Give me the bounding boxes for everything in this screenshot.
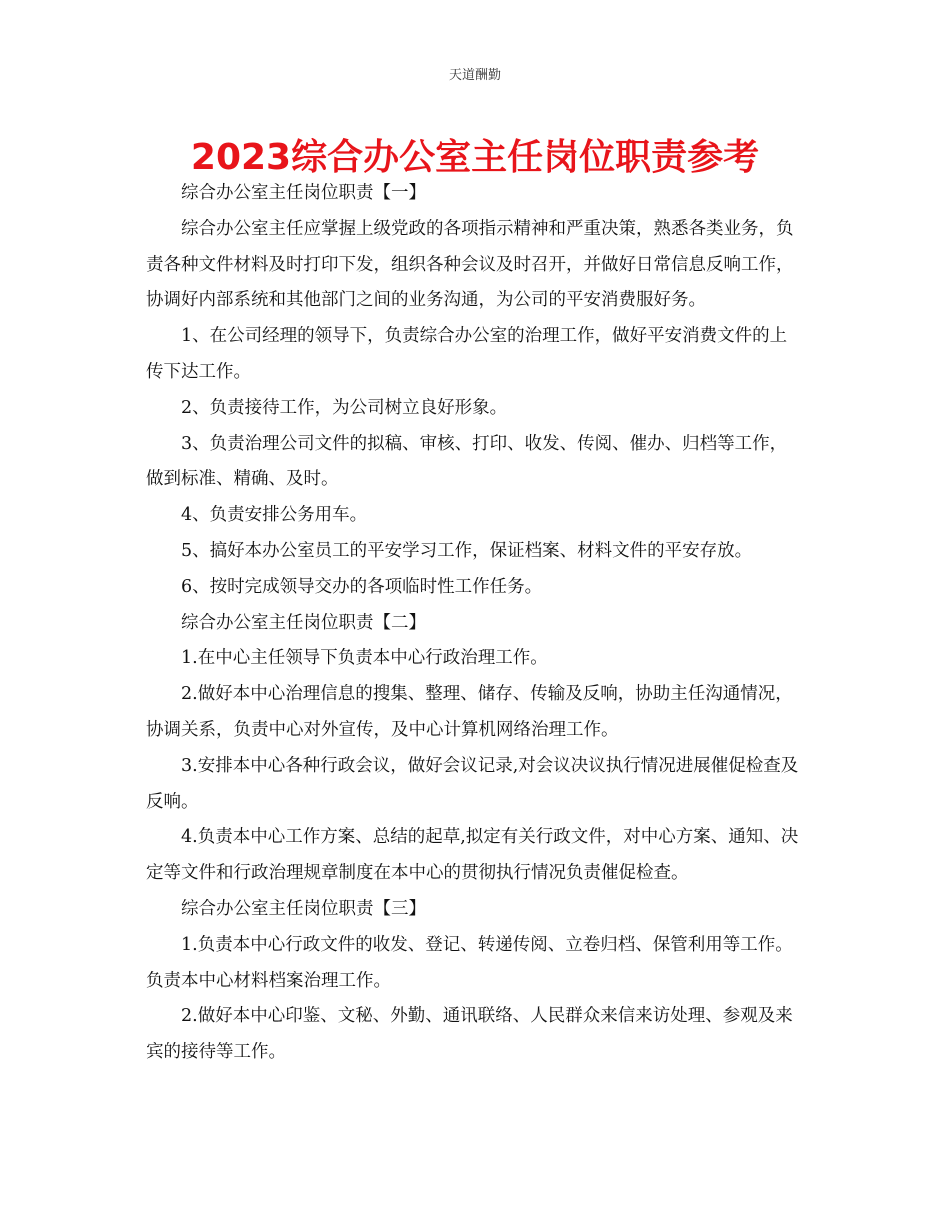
paragraph: 2.做好本中心印鉴、文秘、外勤、通讯联络、人民群众来信来访处理、参观及来宾的接待等工作。	[146, 1006, 793, 1063]
paragraph: 4、负责安排公务用车。	[181, 505, 368, 526]
paragraph: 6、按时完成领导交办的各项临时性工作任务。	[181, 576, 543, 597]
paragraph: 1、在公司经理的领导下，负责综合办公室的治理工作，做好平安消费文件的上传下达工作。	[146, 326, 788, 382]
section-heading-2: 综合办公室主任岗位职责【二】	[181, 612, 426, 633]
paragraph: 2、负责接待工作，为公司树立良好形象。	[181, 397, 508, 418]
document-title: 2023综合办公室主任岗位职责参考	[190, 137, 760, 178]
paragraph: 3.安排本中心各种行政会议，做好会议记录,对会议决议执行情况进展催促检查及反响。	[146, 755, 799, 812]
section-heading-1: 综合办公室主任岗位职责【一】	[181, 183, 426, 203]
page-header: 天道酬勤	[448, 68, 501, 83]
paragraph: 1.负责本中心行政文件的收发、登记、转递传阅、立卷归档、保管利用等工作。负责本中心材料档案治理工作。	[146, 934, 793, 991]
paragraph-intro: 综合办公室主任应掌握上级党政的各项指示精神和严重决策，熟悉各类业务，负责各种文件材料及时打印下发，组织各种会议及时召开，并做好日常信息反响工作，协调好内部系统和其他部门之间的业务沟通，为公司的平安消费服好务。	[146, 218, 794, 311]
section-heading-3: 综合办公室主任岗位职责【三】	[181, 898, 426, 919]
paragraph: 2.做好本中心治理信息的搜集、整理、储存、传输及反响，协助主任沟通情况，协调关系，负责中心对外宣传，及中心计算机网络治理工作。	[146, 684, 793, 740]
paragraph: 1.在中心主任领导下负责本中心行政治理工作。	[181, 648, 548, 669]
paragraph: 4.负责本中心工作方案、总结的起草,拟定有关行政文件，对中心方案、通知、决定等文件和行政治理规章制度在本中心的贯彻执行情况负责催促检查。	[146, 827, 799, 884]
paragraph: 3、负责治理公司文件的拟稿、审核、打印、收发、传阅、催办、归档等工作，做到标准、精确、及时。	[146, 433, 788, 490]
document-body	[146, 176, 802, 1071]
paragraph: 5、搞好本办公室员工的平安学习工作，保证档案、材料文件的平安存放。	[181, 540, 753, 561]
